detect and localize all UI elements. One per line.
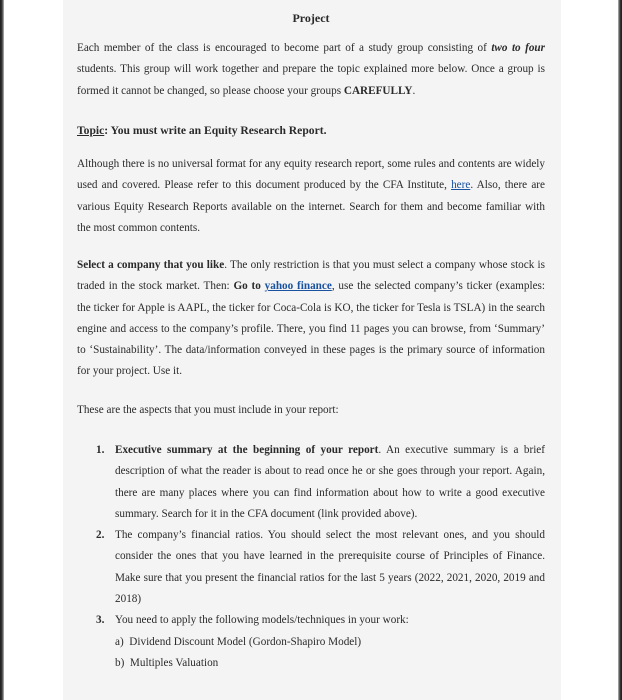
topic-text: : You must write an Equity Research Report. xyxy=(104,124,327,137)
list-number: 3. xyxy=(96,614,105,627)
executive-summary-heading: Executive summary at the beginning of your report xyxy=(115,444,379,456)
topic-heading xyxy=(77,120,545,141)
intro-group-size: two to four xyxy=(491,42,546,54)
list-item-text: The company’s financial ratios. You should select the most relevant ones, and you should consider the ones that you have learned in the prerequisite course of Principles of Finance. Make sure that you present the financial ratios for the last 5 years (2022, 2021, 2020, 2019 and 2018) xyxy=(115,529,545,606)
format-paragraph xyxy=(77,154,545,239)
list-number: 2. xyxy=(96,529,105,542)
list-item xyxy=(96,525,545,610)
company-text-2: , use the selected company’s ticker (examples: the ticker for Apple is AAPL, the ticker for Coca-Cola is KO, the ticker for Tesla is TSLA) in the search engine and access to the company’s profile. There, you find 11 pages you can browse, from ‘Summary’ to ‘Sustainability’. The data/information conveyed in these pages is the primary source of information for your project. Use it. xyxy=(77,280,546,378)
intro-text-3: . xyxy=(412,84,416,97)
company-paragraph xyxy=(77,255,545,383)
yahoo-finance-link[interactable]: yahoo finance xyxy=(264,280,332,293)
list-item xyxy=(96,440,545,525)
topic-label: Topic xyxy=(77,124,105,137)
cfa-document-link[interactable]: here xyxy=(451,179,471,192)
format-text-1: Although there is no universal format for any equity research report, some rules and contents are widely used and covered. Please refer to this document produced by the CFA Institute, xyxy=(77,158,545,192)
sublist-item: b) Multiples Valuation xyxy=(115,656,219,669)
go-to-label: Go to xyxy=(233,280,265,293)
sublist-item: a) Dividend Discount Model (Gordon-Shapiro Model) xyxy=(115,635,362,648)
intro-emphasis: CAREFULLY xyxy=(343,84,413,97)
list-item-text: . An executive summary is a brief description of what the reader is about to read once he or she goes through your report. Again, there are many places where you can find information about how to write a good executive summary. Search for it in the CFA document (link provided above). xyxy=(115,444,545,520)
page-title: Project xyxy=(292,11,330,25)
screen-edge-left xyxy=(0,0,4,700)
intro-paragraph xyxy=(77,38,545,102)
intro-text-1: Each member of the class is encouraged to become part of a study group consisting of xyxy=(77,42,492,54)
format-text-2: . Also, there are various Equity Research Reports available on the internet. Search for them and become familiar with the most common contents. xyxy=(77,179,545,234)
intro-text-2: students. This group will work together and prepare the topic explained more below. Once a group is formed it cannot be changed, so please choose your groups xyxy=(77,63,545,97)
list-item xyxy=(96,610,545,674)
company-text-1: . The only restriction is that you must select a company whose stock is traded in the stock market. Then: xyxy=(77,259,545,293)
screen-edge-right xyxy=(618,0,622,700)
models-sublist xyxy=(115,632,545,675)
company-instruction: Select a company that you like xyxy=(77,259,225,271)
aspects-intro: These are the aspects that you must include in your report: xyxy=(77,404,339,416)
list-item-text: You need to apply the following models/techniques in your work: xyxy=(115,614,409,627)
list-number: 1. xyxy=(96,444,105,456)
requirements-list xyxy=(77,440,545,674)
